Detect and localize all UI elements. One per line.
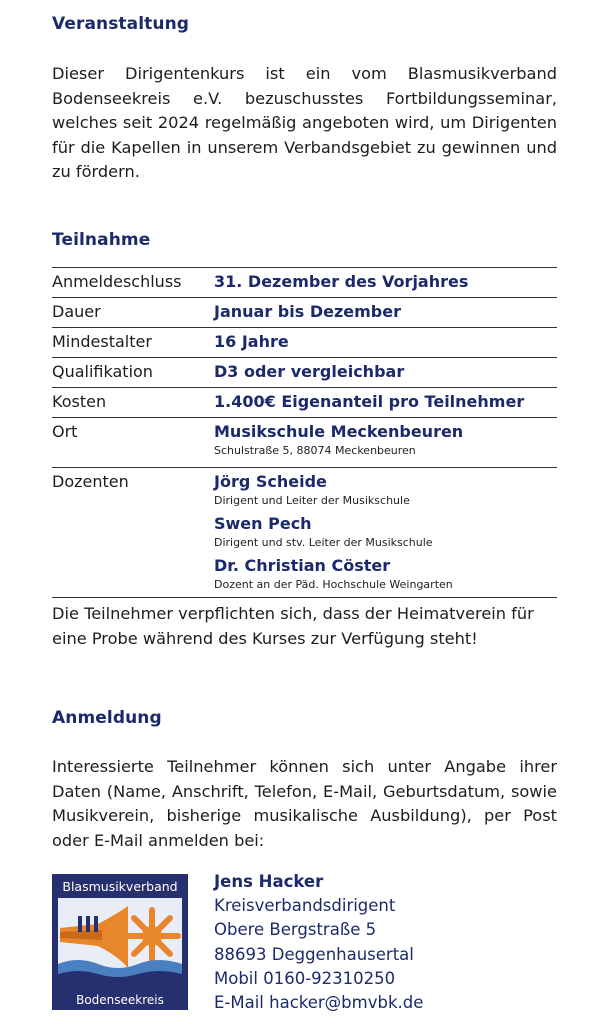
anmeldung-text: Interessierte Teilnehmer können sich unter Angabe ihrer Daten (Name, Anschrift, Telefon, E-Mail, Geburtsdatum, sowie Musikverein, bisherige musikalische Ausbildung), per Post oder E-Mail anmelden bei: <box>52 757 557 850</box>
table-row-dozenten <box>52 468 557 598</box>
dozent-role: Dozent an der Päd. Hochschule Weingarten <box>214 578 453 591</box>
row-value <box>214 418 557 468</box>
contact-city: 88693 Deggenhausertal <box>214 944 414 964</box>
teilnahme-note: Die Teilnehmer verpflichten sich, dass der Heimatverein für eine Probe während des Kurses zur Verfügung steht! <box>52 604 534 648</box>
logo-bottom-text: Bodenseekreis <box>76 993 164 1007</box>
contact-street: Obere Bergstraße 5 <box>214 920 377 940</box>
table-row <box>52 268 557 298</box>
table-row <box>52 388 557 418</box>
teilnahme-table <box>52 267 557 598</box>
row-label: Qualifikation <box>52 358 214 388</box>
table-row <box>52 328 557 358</box>
row-label: Ort <box>52 418 214 468</box>
row-value: 31. Dezember des Vorjahres <box>214 268 557 298</box>
contact-name: Jens Hacker <box>214 872 324 891</box>
dozent-name: Dr. Christian Cöster <box>214 556 391 575</box>
row-label: Dauer <box>52 298 214 328</box>
heading-teilnahme: Teilnahme <box>52 230 151 250</box>
row-value <box>214 468 557 598</box>
logo-emblem-icon <box>58 898 182 986</box>
contact-email[interactable]: E-Mail hacker@bmvbk.de <box>214 993 424 1013</box>
logo-top-text: Blasmusikverband <box>62 879 178 894</box>
dozent-role: Dirigent und stv. Leiter der Musikschule <box>214 536 433 549</box>
row-label: Dozenten <box>52 468 214 598</box>
row-value: 16 Jahre <box>214 328 557 358</box>
table-row-ort <box>52 418 557 468</box>
table-row <box>52 298 557 328</box>
contact-role: Kreisverbandsdirigent <box>214 896 396 916</box>
dozent-role: Dirigent und Leiter der Musikschule <box>214 494 410 507</box>
heading-veranstaltung: Veranstaltung <box>52 14 190 34</box>
blasmusikverband-logo <box>52 874 188 1010</box>
section-teilnahme <box>52 230 557 651</box>
row-value: D3 oder vergleichbar <box>214 358 557 388</box>
ort-name: Musikschule Meckenbeuren <box>214 422 464 441</box>
section-anmeldung <box>52 708 557 1013</box>
dozent-name: Jörg Scheide <box>214 472 327 491</box>
table-row <box>52 358 557 388</box>
row-label: Anmeldeschluss <box>52 268 214 298</box>
ort-address: Schulstraße 5, 88074 Meckenbeuren <box>214 444 416 457</box>
row-label: Kosten <box>52 388 214 418</box>
row-value: Januar bis Dezember <box>214 298 557 328</box>
contact-mobile: Mobil 0160-92310250 <box>214 968 396 988</box>
heading-anmeldung: Anmeldung <box>52 708 162 728</box>
row-label: Mindestalter <box>52 328 214 358</box>
contact-block <box>52 870 557 1013</box>
dozent-name: Swen Pech <box>214 514 312 533</box>
veranstaltung-text: Dieser Dirigentenkurs ist ein vom Blasmusikverband Bodenseekreis e.V. bezuschusstes Fortbildungsseminar, welches seit 2024 regelmäßig angeboten wird, um Dirigenten für die Kapellen in unserem Verbandsgebiet zu gewinnen und zu fördern. <box>52 64 557 181</box>
section-veranstaltung <box>52 14 557 185</box>
row-value: 1.400€ Eigenanteil pro Teilnehmer <box>214 388 557 418</box>
contact-address <box>214 870 423 1015</box>
